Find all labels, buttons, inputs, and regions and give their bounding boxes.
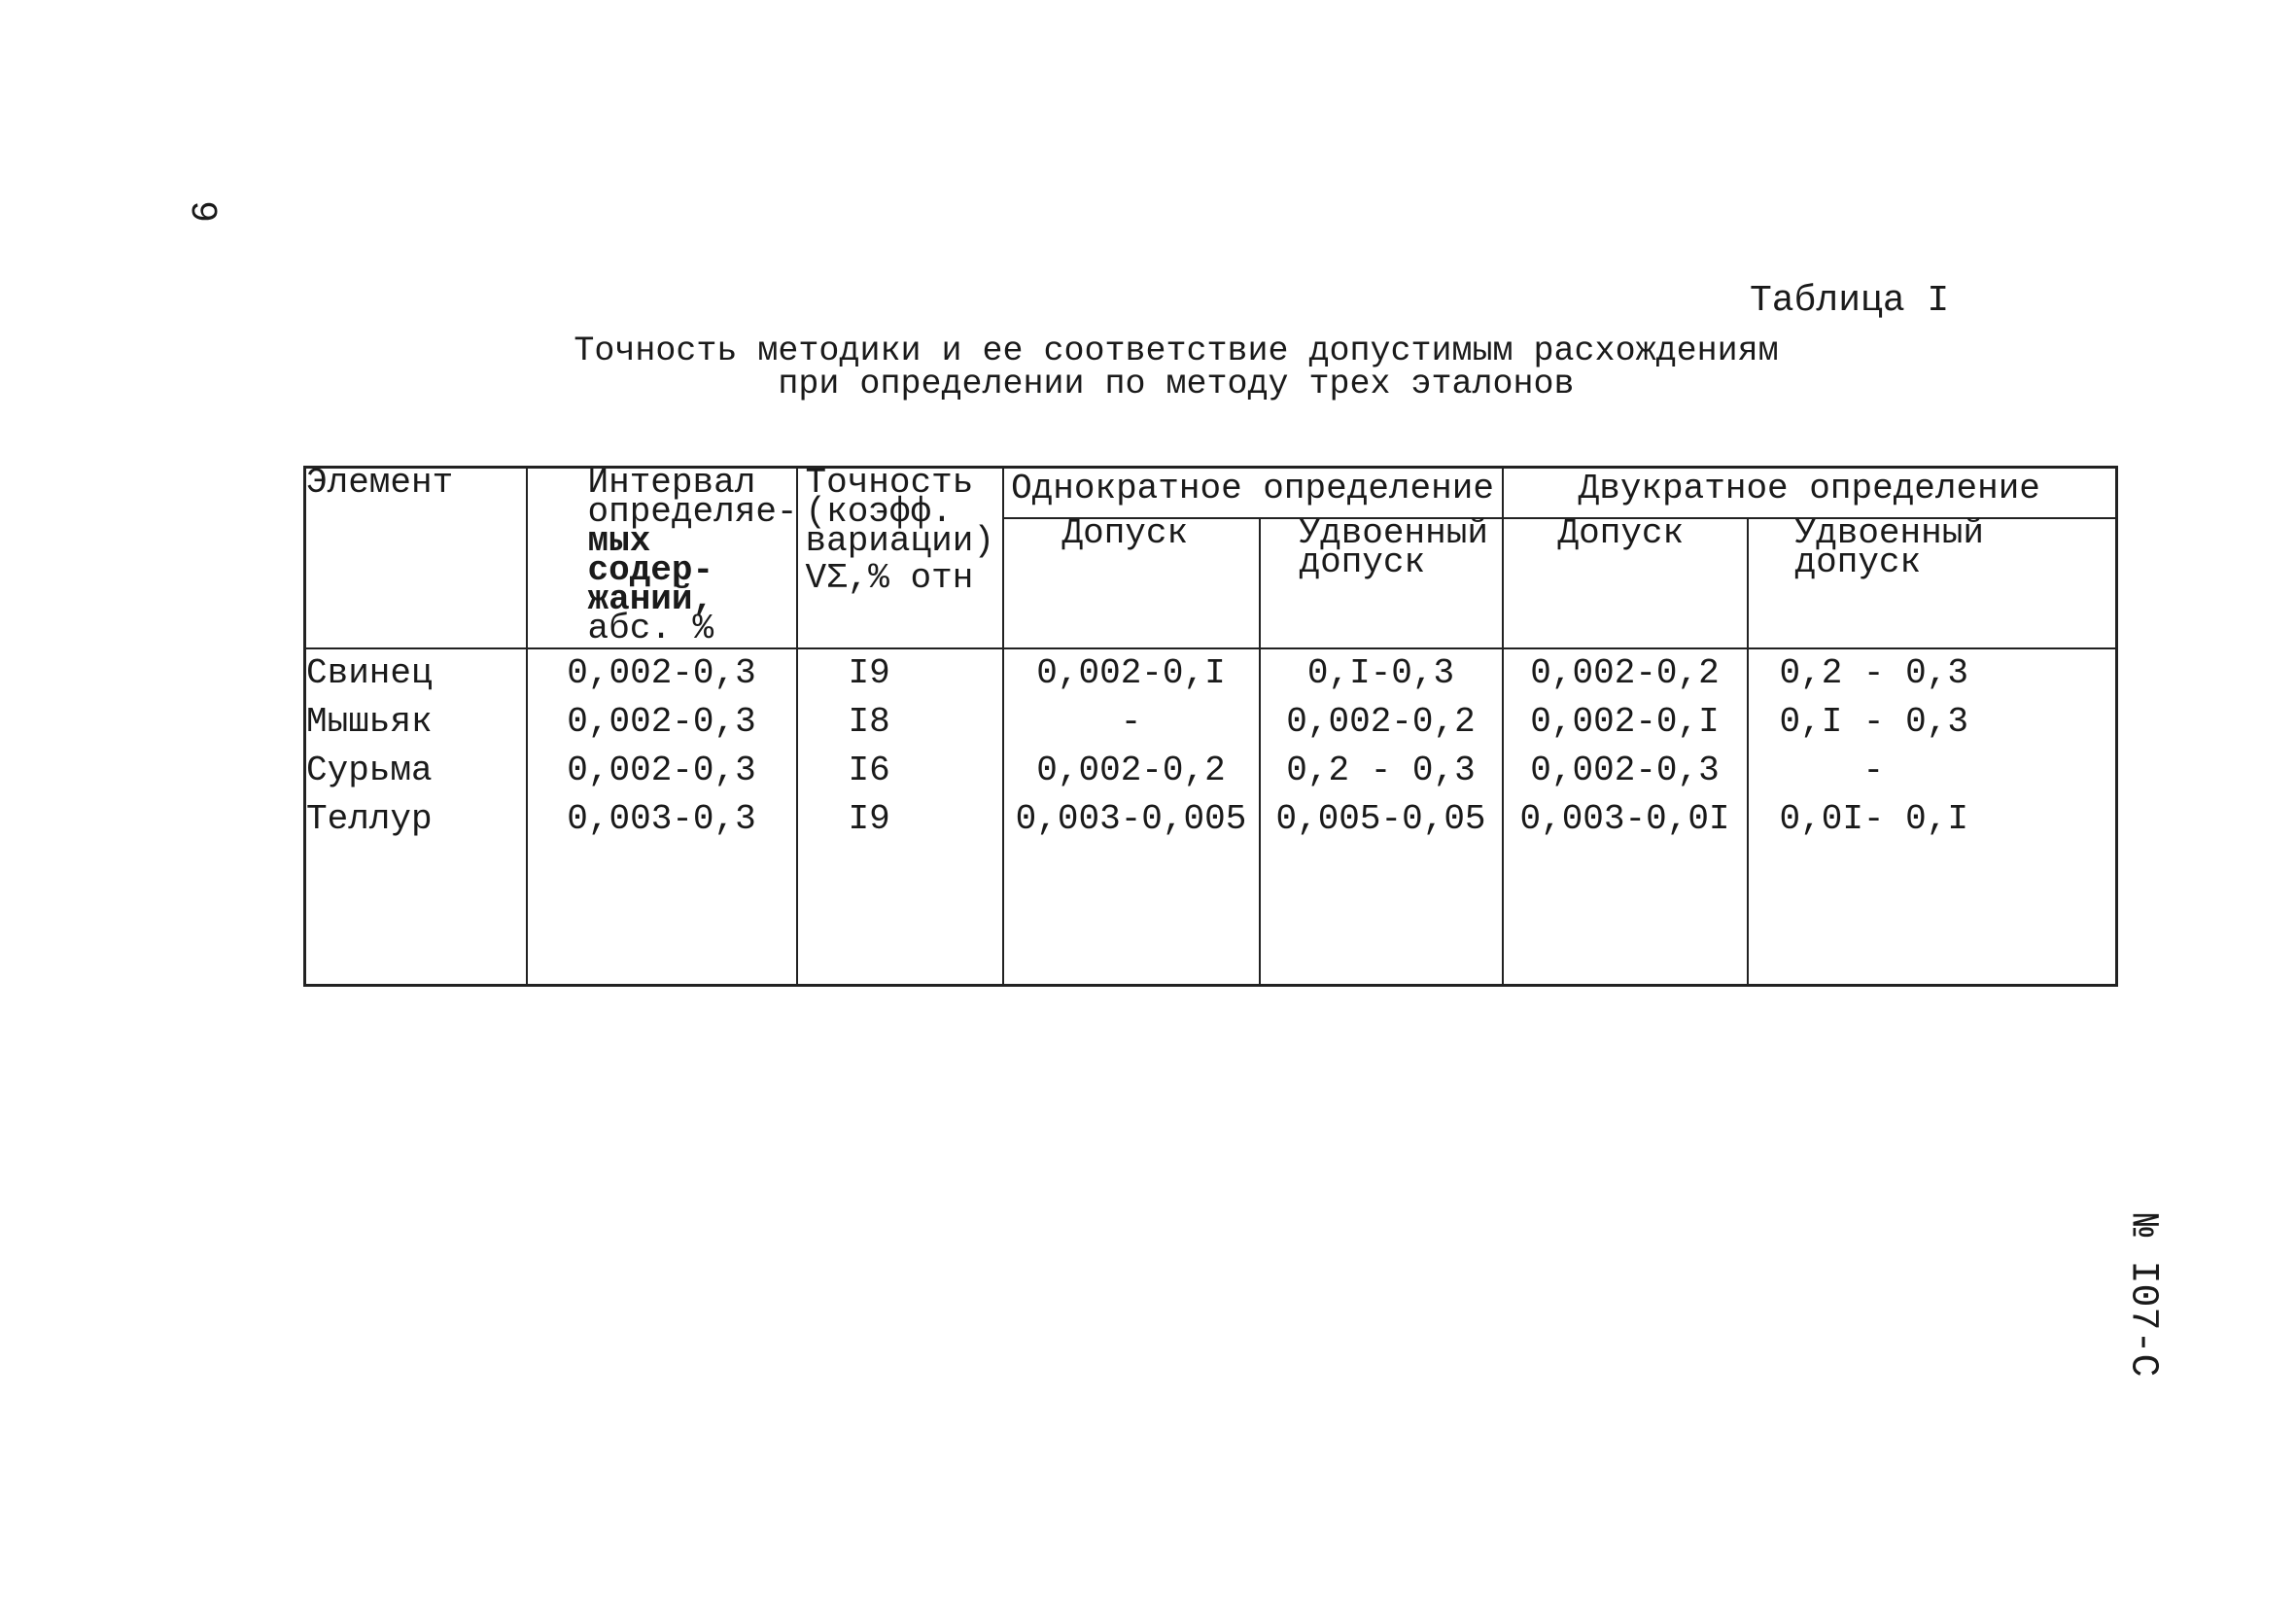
header-interval-line: жаний, <box>587 579 714 619</box>
header-interval-line: абс. % <box>587 609 714 648</box>
header-interval-line: Интервал <box>587 463 756 503</box>
single-tolerance-cell: - <box>1120 702 1142 742</box>
double-tolerance-cell: 0,003-0,0I <box>1519 799 1730 839</box>
header-double-tolerance: Допуск <box>1503 518 1748 648</box>
table-title-line2: при определении по методу трех эталонов <box>778 365 1575 403</box>
table-body <box>305 648 2117 986</box>
column-double-tolerance <box>1503 648 1748 986</box>
document-code: № I07-С <box>2120 1213 2165 1378</box>
column-element <box>305 648 527 986</box>
element-cell: Теллур <box>306 799 433 839</box>
double-doubled-cell: 0,0I- 0,I <box>1779 799 1968 839</box>
header-interval <box>527 463 798 649</box>
header-precision-line: Точность <box>805 463 974 503</box>
single-tolerance-cell: 0,002-0,I <box>1036 653 1226 693</box>
single-doubled-cell: 0,2 - 0,3 <box>1286 751 1476 790</box>
header-single-tolerance: Допуск <box>1003 518 1260 648</box>
header-interval-line: определяе- <box>587 492 798 532</box>
single-tolerance-cell: 0,003-0,005 <box>1015 799 1247 839</box>
precision-table <box>303 463 2118 987</box>
element-cell: Мышьяк <box>306 702 433 742</box>
double-doubled-cell: 0,I - 0,3 <box>1779 702 1968 742</box>
header-element: Элемент <box>305 468 527 649</box>
header-doubled-line: допуск <box>1299 542 1426 582</box>
single-doubled-cell: 0,I-0,3 <box>1306 653 1455 693</box>
precision-cell: I9 <box>848 653 890 693</box>
precision-cell: I6 <box>848 751 890 790</box>
single-doubled-cell: 0,002-0,2 <box>1286 702 1476 742</box>
header-double-doubled-tolerance <box>1748 513 2117 648</box>
precision-cell: I9 <box>848 799 890 839</box>
table-title <box>544 334 1808 401</box>
column-precision <box>797 648 1003 986</box>
page-number: 9 <box>180 200 223 223</box>
header-precision-line: (коэфф. <box>805 492 953 532</box>
column-single-tolerance <box>1003 648 1260 986</box>
single-doubled-cell: 0,005-0,05 <box>1275 799 1486 839</box>
double-doubled-cell: 0,2 - 0,3 <box>1779 653 1968 693</box>
double-tolerance-cell: 0,002-0,2 <box>1530 653 1720 693</box>
header-precision-line: вариации) <box>805 521 994 561</box>
interval-cell: 0,002-0,3 <box>567 751 756 790</box>
header-precision <box>797 463 1003 649</box>
double-tolerance-cell: 0,002-0,3 <box>1530 751 1720 790</box>
element-cell: Свинец <box>306 653 433 693</box>
interval-cell: 0,002-0,3 <box>567 702 756 742</box>
double-tolerance-cell: 0,002-0,I <box>1530 702 1720 742</box>
header-double-determination: Двукратное определение <box>1503 468 2117 519</box>
interval-cell: 0,003-0,3 <box>567 799 756 839</box>
element-cell: Сурьма <box>306 751 433 790</box>
header-single-doubled-tolerance <box>1260 513 1503 648</box>
header-doubled-line: допуск <box>1794 542 1922 582</box>
double-doubled-cell: - <box>1862 751 1885 790</box>
header-doubled-line: Удвоенный <box>1794 513 1984 553</box>
table-label: Таблица I <box>1750 280 1950 322</box>
header-precision-line: VΣ,% отн <box>805 558 974 598</box>
precision-cell: I8 <box>848 702 890 742</box>
single-tolerance-cell: 0,002-0,2 <box>1036 751 1226 790</box>
column-interval <box>527 648 797 986</box>
header-doubled-line: Удвоенный <box>1299 513 1488 553</box>
column-double-doubled-tolerance <box>1748 648 2117 986</box>
column-single-doubled-tolerance <box>1260 648 1503 986</box>
header-single-determination: Однократное определение <box>1003 468 1503 519</box>
interval-cell: 0,002-0,3 <box>567 653 756 693</box>
table-title-line1: Точность методики и ее соответствие допустимым расхождениям <box>574 332 1779 370</box>
header-interval-line: мых содер- <box>587 521 714 590</box>
